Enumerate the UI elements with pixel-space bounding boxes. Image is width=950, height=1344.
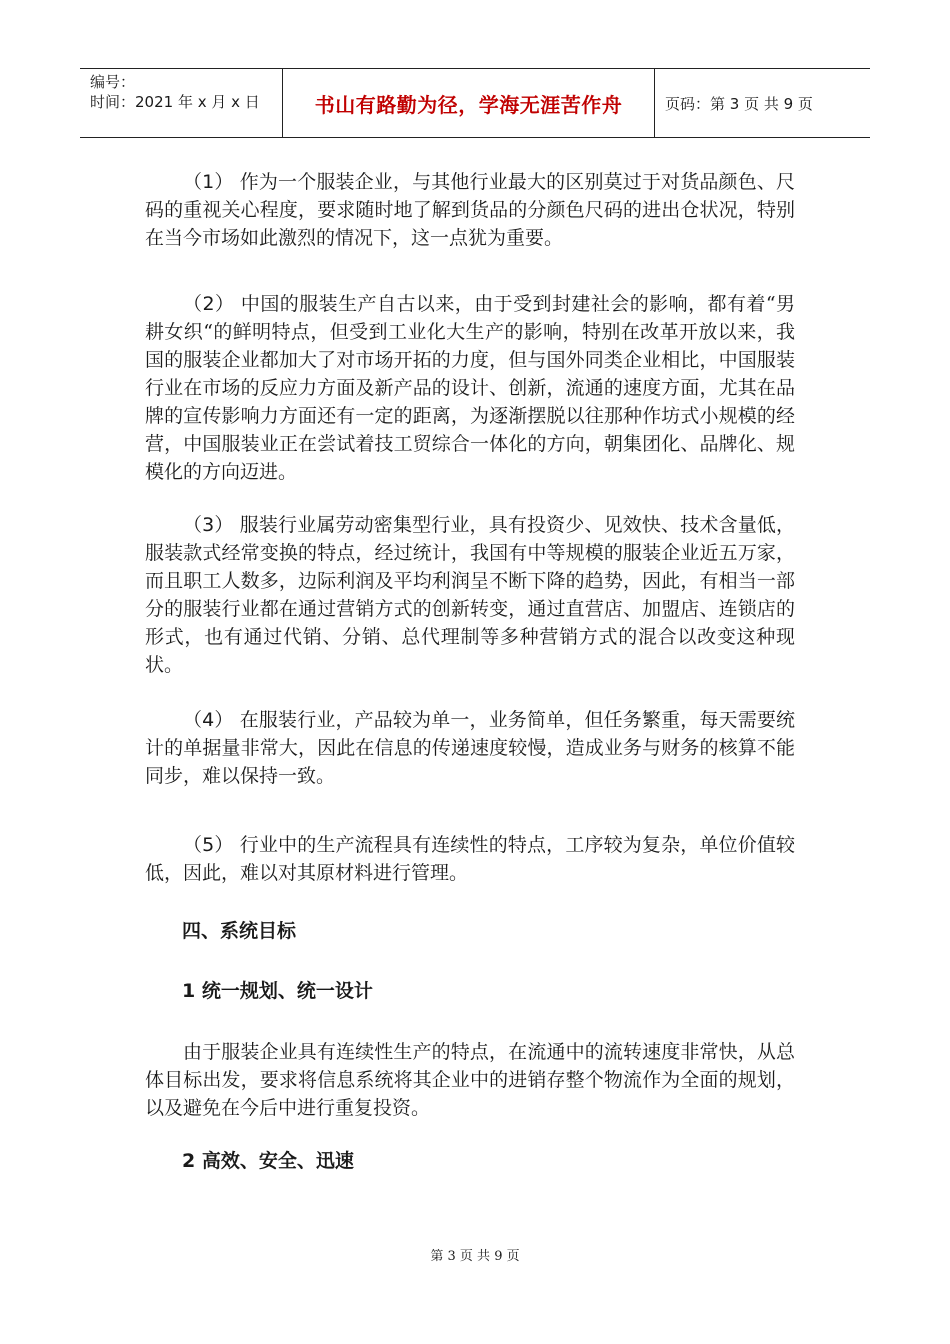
- paragraph-number: （1）: [183, 171, 234, 193]
- paragraph-number: （5）: [183, 834, 234, 856]
- header-motto-cell: [282, 69, 655, 137]
- paragraph-text: 服装行业属劳动密集型行业，具有投资少、见效快、技术含量低，服装款式经常变换的特点，经过统计，我国有中等规模的服装企业近五万家，而且职工人数多，边际利润及平均利润呈不断下降的趋势，因此，有相当一部分的服装行业都在通过营销方式的创新转变，通过直营店、加盟店、连锁店的形式，也有通过代销、分销、总代理制等多种营销方式的混合以改变这种现状。: [145, 514, 795, 676]
- number-label: 编号：: [90, 73, 136, 91]
- subsection-heading-1: 1 统一规划、统一设计: [182, 980, 373, 1002]
- paragraph-1: [145, 168, 795, 252]
- paragraph-4: [145, 706, 795, 790]
- page-info: 页码：第 3 页 共 9 页: [665, 94, 813, 113]
- header-meta: [80, 69, 282, 137]
- document-header: [80, 68, 870, 138]
- subsection-heading-2: 2 高效、安全、迅速: [182, 1150, 354, 1172]
- motto: 书山有路勤为径，学海无涯苦作舟: [314, 92, 623, 117]
- date-label: 时间：2021 年 x 月 x 日: [90, 93, 260, 111]
- paragraph-number: （3）: [183, 514, 234, 536]
- paragraph-number: （4）: [183, 709, 234, 731]
- paragraph-text: 作为一个服装企业，与其他行业最大的区别莫过于对货品颜色、尺码的重视关心程度，要求随时地了解到货品的分颜色尺码的进出仓状况，特别在当今市场如此激烈的情况下，这一点犹为重要。: [145, 171, 795, 249]
- paragraph-5: [145, 831, 795, 887]
- section-heading: 四、系统目标: [182, 920, 297, 942]
- paragraph-3: [145, 511, 795, 679]
- header-page-cell: [655, 69, 870, 137]
- paragraph-text: 中国的服装生产自古以来，由于受到封建社会的影响，都有着“男耕女织“的鲜明特点，但受到工业化大生产的影响，特别在改革开放以来，我国的服装企业都加大了对市场开拓的力度，但与国外同类企业相比，中国服装行业在市场的反应力方面及新产品的设计、创新，流通的速度方面，尤其在品牌的宣传影响力方面还有一定的距离，为逐渐摆脱以往那种作坊式小规模的经营，中国服装业正在尝试着技工贸综合一体化的方向，朝集团化、品牌化、规模化的方向迈进。: [145, 293, 795, 483]
- subsection-1-text: 由于服装企业具有连续性生产的特点，在流通中的流转速度非常快，从总体目标出发，要求将信息系统将其企业中的进销存整个物流作为全面的规划，以及避免在今后中进行重复投资。: [145, 1041, 795, 1119]
- paragraph-text: 在服装行业，产品较为单一，业务简单，但任务繁重，每天需要统计的单据量非常大，因此在信息的传递速度较慢，造成业务与财务的核算不能同步，难以保持一致。: [145, 709, 795, 787]
- paragraph-2: [145, 290, 795, 486]
- page-footer: 第 3 页 共 9 页: [430, 1249, 520, 1264]
- paragraph-text: 行业中的生产流程具有连续性的特点，工序较为复杂，单位价值较低，因此，难以对其原材料进行管理。: [145, 834, 795, 884]
- paragraph-number: （2）: [183, 293, 235, 315]
